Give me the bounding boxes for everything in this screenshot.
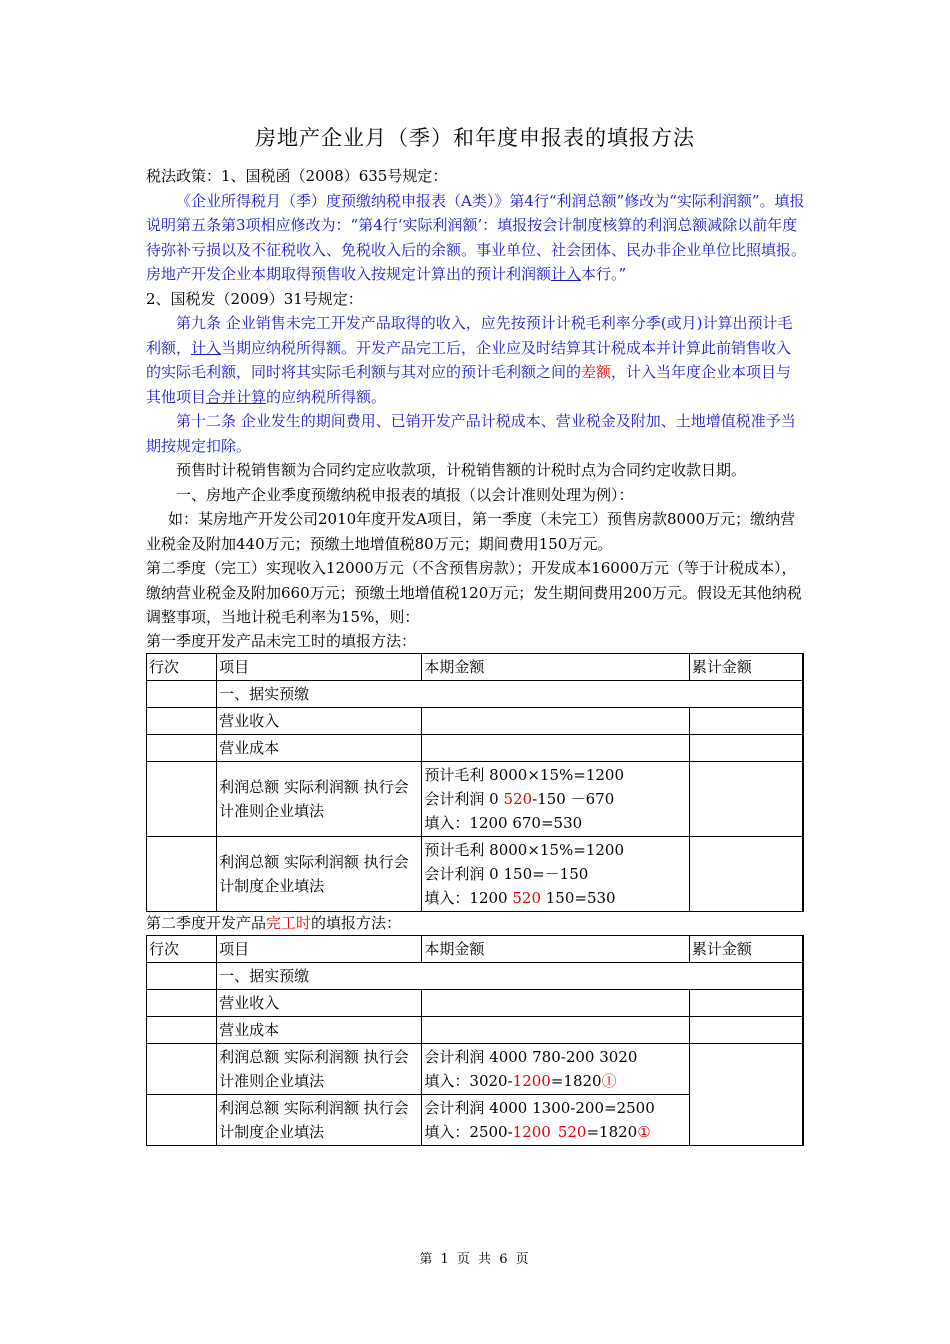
item-cell: 利润总额 实际利润额 执行会计准则企业填法 bbox=[217, 761, 422, 836]
amount-line: 会计利润 4000 780-200 3020 bbox=[424, 1047, 638, 1066]
header-current: 本期金额 bbox=[422, 935, 689, 962]
art9-text-a: 第九条 企业销售未完工开发产品取得的收入，应先按预计计税毛利率分季(或月)计算出预计毛利额， bbox=[146, 314, 793, 357]
amount-line: 填入：2500-1200 520=1820① bbox=[424, 1122, 651, 1141]
table-row bbox=[147, 734, 804, 761]
table-header-row bbox=[147, 653, 804, 680]
example-paragraph-a: 如：某房地产开发公司2010年度开发A项目，第一季度（未完工）预售房款8000万元；缴纳营业税金及附加440万元；预缴土地增值税80万元；期间费用150万元。 bbox=[146, 510, 796, 553]
amount-line: 预计毛利 8000×15%=1200 bbox=[424, 765, 624, 784]
table-row bbox=[147, 836, 804, 911]
art9-red-text: 差额 bbox=[581, 363, 612, 381]
presale-paragraph: 预售时计税销售额为合同约定应收款项，计税销售额的计税时点为合同约定收款日期。 bbox=[176, 461, 747, 479]
page-footer: 第 1 页 共 6 页 bbox=[419, 1252, 531, 1267]
art9-text-c: ，计入当年度企业本项目与其他项目 bbox=[146, 363, 792, 406]
table1-caption: 第一季度开发产品未完工时的填报方法： bbox=[146, 631, 417, 650]
item-cell: 营业成本 bbox=[217, 734, 422, 761]
amount-line: 填入：3020-1200=1820① bbox=[424, 1071, 617, 1090]
policy1-paragraph bbox=[146, 189, 806, 287]
header-row-no: 行次 bbox=[147, 653, 217, 680]
table-row bbox=[147, 962, 804, 989]
policy1-text-end: 本行。” bbox=[581, 265, 627, 283]
amount-line: 预计毛利 8000×15%=1200 bbox=[424, 840, 624, 859]
amount-line: 会计利润 0 150=－150 bbox=[424, 864, 589, 883]
circled-one-icon: ① bbox=[601, 1071, 617, 1090]
amount-line: 填入：1200 520 150=530 bbox=[424, 888, 616, 907]
header-item: 项目 bbox=[217, 653, 422, 680]
example-paragraph-b: 第二季度（完工）实现收入12000万元（不含预售房款）；开发成本16000万元（等于计税成本），缴纳营业税金及附加660万元；预缴土地增值税120万元；发生期间费用200万元。假设无其他纳税调整事项，当地计税毛利率为15%，则： bbox=[146, 559, 802, 626]
table-row bbox=[147, 680, 804, 707]
policy2-intro: 2、国税发（2009）31号规定： bbox=[146, 289, 363, 308]
page-title: 房地产企业月（季）和年度申报表的填报方法 bbox=[255, 126, 695, 150]
art9-underline-2: 合并计算 bbox=[206, 387, 267, 406]
item-cell: 营业收入 bbox=[217, 989, 422, 1016]
section-cell: 一、据实预缴 bbox=[217, 680, 803, 707]
amount-line: 会计利润 4000 1300-200=2500 bbox=[424, 1098, 655, 1117]
header-current: 本期金额 bbox=[422, 653, 689, 680]
item-cell: 营业成本 bbox=[217, 1016, 422, 1043]
amount-cell bbox=[422, 1094, 689, 1145]
amount-cell bbox=[422, 1043, 689, 1094]
table-row bbox=[147, 707, 804, 734]
amount-cell bbox=[422, 836, 689, 911]
section1-heading: 一、房地产企业季度预缴纳税申报表的填报（以会计准则处理为例）： bbox=[176, 485, 634, 504]
item-cell: 营业收入 bbox=[217, 707, 422, 734]
table-header-row bbox=[147, 935, 804, 962]
item-cell: 利润总额 实际利润额 执行会计制度企业填法 bbox=[217, 836, 422, 911]
table-row bbox=[147, 1043, 804, 1094]
table2 bbox=[146, 935, 804, 1146]
item-cell: 利润总额 实际利润额 执行会计制度企业填法 bbox=[217, 1094, 422, 1145]
header-cumulative: 累计金额 bbox=[689, 653, 803, 680]
art9-underline-1: 计入 bbox=[191, 338, 222, 357]
document-body bbox=[146, 164, 806, 1146]
amount-line: 填入：1200 670=530 bbox=[424, 813, 583, 832]
table2-caption: 第二季度开发产品完工时的填报方法： bbox=[146, 913, 402, 932]
policy1-text: 《企业所得税月（季）度预缴纳税申报表（A类）》第4行“利润总额”修改为“实际利润额”。填报说明第五条第3项相应修改为：“第4行‘实际利润额’：填报按会计制度核算的利润总额减除以前年度待弥补亏损以及不征税收入、免税收入后的余额。事业单位、社会团体、民办非企业单位比照填报。房地产开发企业本期取得预售收入按规定计算出的预计利润额 bbox=[146, 191, 807, 283]
policy-intro: 税法政策：1、国税函（2008）635号规定： bbox=[146, 167, 448, 185]
art9-text-b: 当期应纳税所得额。开发产品完工后，企业应及时结算其计税成本并计算此前销售收入的实际毛利额，同时将其实际毛利额与其对应的预计毛利额之间的 bbox=[146, 338, 792, 381]
policy1-underline: 计入 bbox=[551, 265, 582, 283]
item-cell: 利润总额 实际利润额 执行会计准则企业填法 bbox=[217, 1043, 422, 1094]
art9-text-d: 的应纳税所得额。 bbox=[266, 387, 387, 406]
header-item: 项目 bbox=[217, 935, 422, 962]
article12-paragraph: 第十二条 企业发生的期间费用、已销开发产品计税成本、营业税金及附加、土地增值税准予当期按规定扣除。 bbox=[146, 412, 796, 455]
amount-line: 会计利润 0 520-150 －670 bbox=[424, 789, 615, 808]
table1 bbox=[146, 653, 804, 912]
amount-cell bbox=[422, 761, 689, 836]
table-row bbox=[147, 989, 804, 1016]
header-row-no: 行次 bbox=[147, 935, 217, 962]
table-row bbox=[147, 1016, 804, 1043]
header-cumulative: 累计金额 bbox=[689, 935, 803, 962]
table-row bbox=[147, 761, 804, 836]
section-cell: 一、据实预缴 bbox=[217, 962, 803, 989]
circled-one-icon: ① bbox=[637, 1122, 651, 1141]
article9-paragraph bbox=[146, 311, 806, 409]
